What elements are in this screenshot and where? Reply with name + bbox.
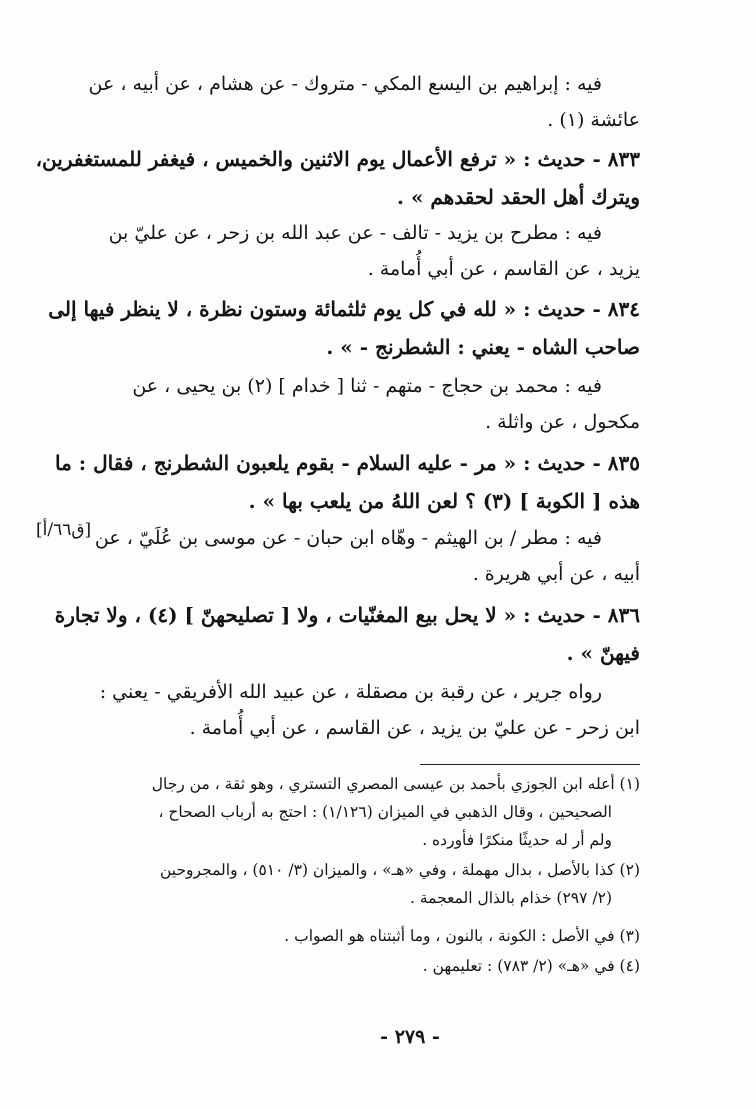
footnote-2: [112, 856, 640, 912]
text-line: (٢/ ٢٩٧) خذام بالذال المعجمة .: [409, 889, 612, 907]
text-line: فيه : مطر / بن الهيثم - وهّاه ابن حبان - عن موسى بن عُلَيّ ، عن: [94, 527, 602, 549]
text-line: رواه جرير ، عن رقبة بن مصقلة ، عن عبيد الله الأفريقي - يعني :: [99, 681, 602, 703]
text-line: (٢) كذا بالأصل ، بدال مهملة ، وفي «هـ» ، والميزان (٣/ ٥١٠) ، والمجروحين: [160, 861, 640, 879]
chain-paragraph-5: [99, 674, 640, 746]
text-line: ٨٣٦ - حديث : « لا يحل بيع المغنّيات ، ولا [ تصليحهنّ ] (٤) ، ولا تجارة: [54, 603, 640, 627]
text-line: مكحول ، عن واثلة .: [485, 411, 640, 433]
text-line: (١) أعله ابن الجوزي بأحمد بن عيسى المصري التستري ، وهو ثقة ، من رجال: [151, 775, 640, 793]
text-line: فيه : مطرح بن يزيد - تالف - عن عبد الله بن زحر ، عن عليّ بن: [108, 222, 602, 244]
footnote-3: [112, 922, 640, 950]
text-line: ٨٣٥ - حديث : « مر - عليه السلام - بقوم يلعبون الشطرنج ، فقال : ما: [54, 451, 640, 475]
chain-paragraph-4: [94, 520, 640, 592]
text-line: يزيد ، عن القاسم ، عن أبي أُمامة .: [367, 258, 640, 280]
text-line: الصحيحين ، وقال الذهبي في الميزان (١/١٢٦) : احتج به أرباب الصحاح ،: [158, 803, 612, 821]
text-line: (٣) في الأصل : الكونة ، بالنون ، وما أثبتناه هو الصواب .: [284, 927, 640, 945]
text-line: فيه : إبراهيم بن اليسع المكي - متروك - عن هشام ، عن أبيه ، عن: [88, 73, 602, 95]
footnote-separator: [420, 764, 640, 765]
text-line: فيهنّ » .: [566, 641, 640, 665]
hadith-835: [54, 444, 640, 520]
manuscript-folio-ref: [ق٦٦/أ]: [36, 520, 92, 540]
text-line: ولم أر له حديثًا منكرًا فأورده .: [422, 831, 612, 849]
text-line: ابن زحر - عن عليّ بن يزيد ، عن القاسم ، عن أبي أُمامة .: [189, 717, 640, 739]
text-line: ٨٣٤ - حديث : « لله في كل يوم ثلثمائة وستون نظرة ، لا ينظر فيها إلى: [48, 297, 640, 321]
hadith-833: [35, 140, 640, 216]
text-line: (٤) في «هـ» (٢/ ٧٨٣) : تعليمهن .: [422, 957, 640, 975]
text-line: صاحب الشاه - يعني : الشطرنج - » .: [326, 335, 640, 359]
text-line: هذه [ الكوبة ] (٣) ؟ لعن اللهُ من يلعب بها » .: [248, 489, 640, 513]
text-line: عائشة (١) .: [547, 109, 640, 131]
text-line: ٨٣٣ - حديث : « ترفع الأعمال يوم الاثنين والخميس ، فيغفر للمستغفرين،: [35, 147, 640, 171]
footnote-1: [112, 770, 640, 854]
hadith-834: [48, 290, 640, 366]
chain-paragraph-3: [112, 368, 640, 440]
text-line: ويترك أهل الحقد لحقدهم » .: [397, 185, 640, 209]
text-line: أبيه ، عن أبي هريرة .: [472, 563, 640, 585]
chain-paragraph-1: [88, 66, 640, 138]
chain-paragraph-2: [108, 215, 640, 287]
text-line: فيه : محمد بن حجاج - متهم - ثنا [ خدام ] (٢) بن يحيى ، عن: [132, 375, 602, 397]
page-number: - ٢٧٩ -: [380, 1026, 440, 1048]
footnote-4: [112, 952, 640, 980]
hadith-836: [54, 596, 640, 672]
